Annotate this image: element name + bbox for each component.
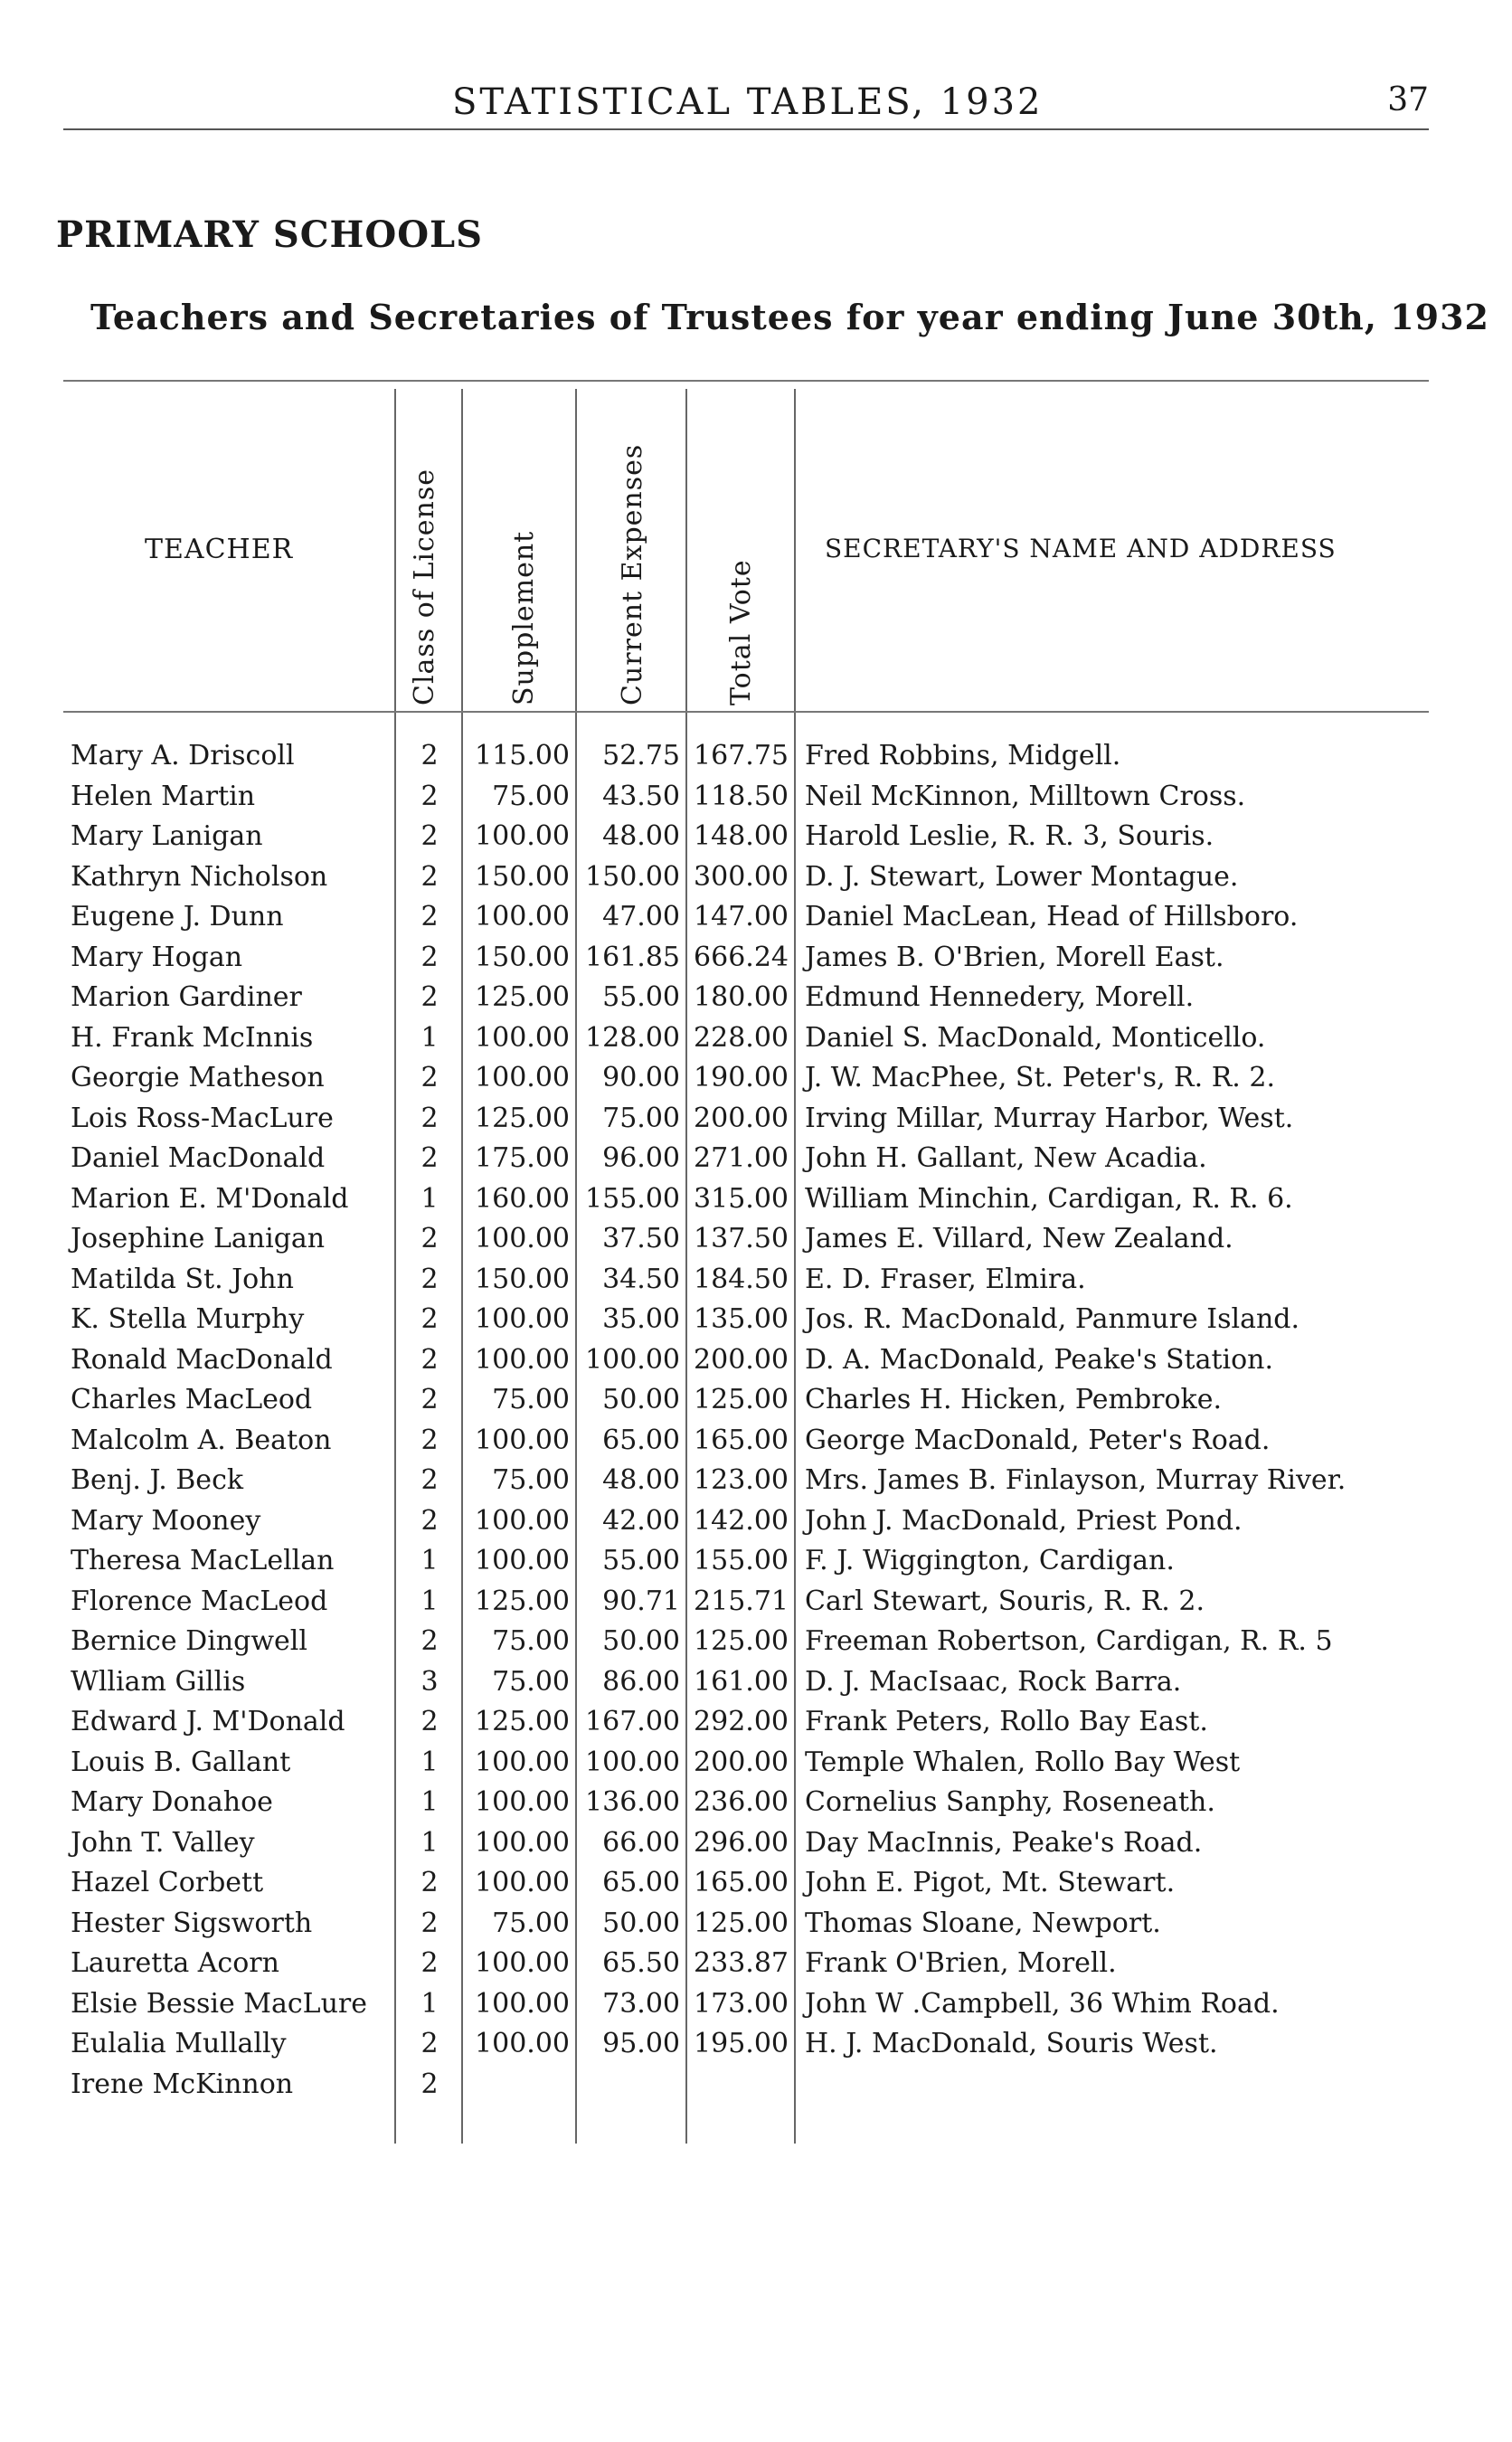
teacher-name: Eugene J. Dunn [71, 901, 284, 932]
teacher-name: Eulalia Mullally [71, 2028, 287, 2059]
current-expenses-amount: 35.00 [602, 1303, 680, 1335]
class-of-license: 2 [421, 1947, 439, 1979]
teacher-name: Edward J. M'Donald [71, 1706, 345, 1737]
current-expenses-amount: 150.00 [585, 860, 680, 893]
table-subtitle: Teachers and Secretaries of Trustees for year ending June 30th, 1932 [90, 297, 1489, 337]
total-vote-amount: 148.00 [694, 820, 789, 852]
teacher-name: Daniel MacDonald [71, 1142, 326, 1174]
class-of-license: 2 [421, 1223, 439, 1254]
class-of-license: 2 [421, 1867, 439, 1898]
table-row [0, 981, 1512, 1022]
class-of-license: 2 [421, 820, 439, 852]
total-vote-column-header: Total Vote [725, 559, 757, 705]
total-vote-amount: 296.00 [694, 1826, 789, 1859]
supplement-amount: 100.00 [475, 1223, 570, 1254]
teacher-name: Charles MacLeod [71, 1384, 313, 1415]
current-expenses-amount: 50.00 [602, 1907, 680, 1939]
current-expenses-amount: 90.71 [602, 1585, 680, 1617]
section-title: PRIMARY SCHOOLS [56, 213, 484, 256]
page-number: 37 [1387, 81, 1429, 118]
supplement-amount: 150.00 [475, 860, 570, 893]
total-vote-amount: 236.00 [694, 1786, 789, 1818]
supplement-amount: 75.00 [492, 1665, 570, 1698]
teacher-name: Malcolm A. Beaton [71, 1424, 332, 1456]
teacher-name: John T. Valley [71, 1826, 255, 1859]
table-row [0, 1384, 1512, 1424]
supplement-amount: 75.00 [492, 1384, 570, 1415]
teacher-name: Georgie Matheson [71, 1062, 325, 1093]
secretary-name-address: Frank O'Brien, Morell. [805, 1947, 1117, 1979]
supplement-amount: 100.00 [475, 2028, 570, 2059]
secretary-name-address: F. J. Wiggington, Cardigan. [805, 1545, 1175, 1576]
teacher-name: Kathryn Nicholson [71, 860, 328, 893]
class-of-license: 2 [421, 1102, 439, 1134]
table-top-rule [63, 380, 1429, 382]
supplement-amount: 125.00 [475, 1102, 570, 1134]
table-row [0, 1103, 1512, 1143]
secretary-name-address: John J. MacDonald, Priest Pond. [805, 1504, 1243, 1537]
table-row [0, 1022, 1512, 1063]
class-of-license: 2 [421, 860, 439, 893]
table-row [0, 781, 1512, 821]
secretary-name-address: Fred Robbins, Midgell. [805, 740, 1121, 771]
supplement-amount: 100.00 [475, 1545, 570, 1576]
total-vote-amount: 118.50 [694, 780, 789, 812]
table-row [0, 1464, 1512, 1505]
total-vote-amount: 165.00 [694, 1867, 789, 1898]
total-vote-amount: 200.00 [694, 1746, 789, 1778]
secretary-name-address: Daniel MacLean, Head of Hillsboro. [805, 901, 1299, 932]
table-row [0, 1706, 1512, 1746]
secretary-name-address: E. D. Fraser, Elmira. [805, 1263, 1086, 1295]
current-expenses-amount: 52.75 [602, 740, 680, 771]
teacher-column-header: TEACHER [145, 534, 294, 565]
teacher-name: Bernice Dingwell [71, 1625, 307, 1657]
table-row [0, 1545, 1512, 1585]
total-vote-amount: 190.00 [694, 1062, 789, 1093]
supplement-amount: 115.00 [475, 740, 570, 771]
table-row [0, 1223, 1512, 1264]
class-of-license: 2 [421, 1303, 439, 1335]
total-vote-amount: 125.00 [694, 1625, 789, 1657]
teacher-name: Marion E. M'Donald [71, 1182, 349, 1215]
teacher-name: Hazel Corbett [71, 1867, 264, 1898]
class-of-license: 2 [421, 1343, 439, 1376]
table-row [0, 861, 1512, 902]
secretary-name-address: Neil McKinnon, Milltown Cross. [805, 780, 1246, 812]
total-vote-amount: 123.00 [694, 1464, 789, 1496]
total-vote-amount: 173.00 [694, 1987, 789, 2020]
teacher-name: Mary Mooney [71, 1504, 261, 1537]
teacher-name: Louis B. Gallant [71, 1746, 291, 1778]
table-row [0, 1907, 1512, 1948]
current-expenses-amount: 100.00 [585, 1746, 680, 1778]
class-of-license-column-header: Class of License [409, 468, 440, 705]
current-expenses-amount: 73.00 [602, 1987, 680, 2020]
supplement-amount: 75.00 [492, 780, 570, 812]
class-of-license: 1 [421, 1182, 439, 1215]
supplement-amount: 100.00 [475, 1867, 570, 1898]
total-vote-amount: 180.00 [694, 981, 789, 1013]
current-expenses-amount: 136.00 [585, 1786, 680, 1818]
class-of-license: 2 [421, 1625, 439, 1657]
secretary-name-address: John H. Gallant, New Acadia. [805, 1142, 1207, 1174]
total-vote-amount: 184.50 [694, 1263, 789, 1295]
class-of-license: 1 [421, 1746, 439, 1778]
table-row [0, 1827, 1512, 1868]
supplement-amount: 160.00 [475, 1182, 570, 1215]
table-row [0, 1666, 1512, 1707]
table-row [0, 740, 1512, 781]
current-expenses-amount: 55.00 [602, 1545, 680, 1576]
class-of-license: 1 [421, 1545, 439, 1576]
class-of-license: 2 [421, 1062, 439, 1093]
class-of-license: 2 [421, 981, 439, 1013]
supplement-amount: 100.00 [475, 1947, 570, 1979]
current-expenses-amount: 65.00 [602, 1424, 680, 1456]
secretary-name-address: William Minchin, Cardigan, R. R. 6. [805, 1182, 1293, 1215]
teacher-name: Mary Lanigan [71, 820, 263, 852]
secretary-name-address: Daniel S. MacDonald, Monticello. [805, 1021, 1266, 1054]
supplement-column-header: Supplement [508, 530, 540, 705]
table-row [0, 1786, 1512, 1827]
supplement-amount: 150.00 [475, 941, 570, 973]
supplement-amount: 100.00 [475, 820, 570, 852]
supplement-amount: 75.00 [492, 1907, 570, 1939]
class-of-license: 2 [421, 1464, 439, 1496]
table-body [0, 740, 1512, 2108]
table-row [0, 1142, 1512, 1183]
table-row [0, 1947, 1512, 1988]
total-vote-amount: 215.71 [694, 1585, 789, 1617]
table-header-rule [63, 711, 1429, 713]
teacher-name: Helen Martin [71, 780, 256, 812]
teacher-name: Ronald MacDonald [71, 1343, 333, 1376]
table-row [0, 1505, 1512, 1546]
table-row [0, 1746, 1512, 1787]
teacher-name: Irene McKinnon [71, 2068, 294, 2100]
page-header [63, 81, 1429, 136]
teacher-name: Mary A. Driscoll [71, 740, 295, 771]
current-expenses-amount: 47.00 [602, 901, 680, 932]
current-expenses-amount: 65.50 [602, 1947, 680, 1979]
class-of-license: 1 [421, 1826, 439, 1859]
current-expenses-amount: 66.00 [602, 1826, 680, 1859]
table-row [0, 1988, 1512, 2029]
class-of-license: 2 [421, 1384, 439, 1415]
table-row [0, 1585, 1512, 1626]
class-of-license: 1 [421, 1786, 439, 1818]
secretary-name-address: Freeman Robertson, Cardigan, R. R. 5 [805, 1625, 1333, 1657]
class-of-license: 1 [421, 1021, 439, 1054]
class-of-license: 2 [421, 2068, 439, 2100]
supplement-amount: 100.00 [475, 1062, 570, 1093]
supplement-amount: 100.00 [475, 1343, 570, 1376]
class-of-license: 2 [421, 1907, 439, 1939]
supplement-amount: 100.00 [475, 1746, 570, 1778]
current-expenses-amount: 50.00 [602, 1625, 680, 1657]
class-of-license: 2 [421, 1504, 439, 1537]
total-vote-amount: 125.00 [694, 1907, 789, 1939]
total-vote-amount: 200.00 [694, 1102, 789, 1134]
total-vote-amount: 167.75 [694, 740, 789, 771]
table-row [0, 901, 1512, 942]
supplement-amount: 125.00 [475, 1706, 570, 1737]
current-expenses-amount: 37.50 [602, 1223, 680, 1254]
total-vote-amount: 233.87 [694, 1947, 789, 1979]
running-head: STATISTICAL TABLES, 1932 [452, 81, 1044, 123]
secretary-name-address: J. W. MacPhee, St. Peter's, R. R. 2. [805, 1062, 1276, 1093]
current-expenses-amount: 100.00 [585, 1343, 680, 1376]
teacher-name: Lauretta Acorn [71, 1947, 279, 1979]
teacher-name: Elsie Bessie MacLure [71, 1987, 367, 2020]
table-row [0, 820, 1512, 861]
table-row [0, 1303, 1512, 1344]
table-row [0, 1264, 1512, 1304]
supplement-amount: 100.00 [475, 1303, 570, 1335]
class-of-license: 2 [421, 1706, 439, 1737]
current-expenses-amount: 96.00 [602, 1142, 680, 1174]
secretary-name-address: Day MacInnis, Peake's Road. [805, 1826, 1203, 1859]
supplement-amount: 75.00 [492, 1625, 570, 1657]
supplement-amount: 100.00 [475, 1021, 570, 1054]
teacher-name: K. Stella Murphy [71, 1303, 305, 1335]
current-expenses-amount: 128.00 [585, 1021, 680, 1054]
class-of-license: 1 [421, 1987, 439, 2020]
table-row [0, 942, 1512, 982]
supplement-amount: 100.00 [475, 901, 570, 932]
current-expenses-amount: 167.00 [585, 1706, 680, 1737]
current-expenses-amount: 50.00 [602, 1384, 680, 1415]
secretary-name-address: Mrs. James B. Finlayson, Murray River. [805, 1464, 1347, 1496]
total-vote-amount: 200.00 [694, 1343, 789, 1376]
supplement-amount: 75.00 [492, 1464, 570, 1496]
secretary-column-header: SECRETARY'S NAME AND ADDRESS [825, 534, 1337, 563]
header-rule [63, 128, 1429, 130]
secretary-name-address: Frank Peters, Rollo Bay East. [805, 1706, 1208, 1737]
secretary-name-address: H. J. MacDonald, Souris West. [805, 2028, 1218, 2059]
secretary-name-address: D. J. Stewart, Lower Montague. [805, 860, 1239, 893]
secretary-name-address: Jos. R. MacDonald, Panmure Island. [805, 1303, 1300, 1335]
current-expenses-amount: 34.50 [602, 1263, 680, 1295]
total-vote-amount: 666.24 [694, 941, 789, 973]
current-expenses-amount: 48.00 [602, 1464, 680, 1496]
class-of-license: 2 [421, 1263, 439, 1295]
total-vote-amount: 195.00 [694, 2028, 789, 2059]
total-vote-amount: 228.00 [694, 1021, 789, 1054]
supplement-amount: 100.00 [475, 1826, 570, 1859]
secretary-name-address: Cornelius Sanphy, Roseneath. [805, 1786, 1215, 1818]
current-expenses-amount: 42.00 [602, 1504, 680, 1537]
teacher-name: Mary Hogan [71, 941, 243, 973]
total-vote-amount: 137.50 [694, 1223, 789, 1254]
teacher-name: Theresa MacLellan [71, 1545, 335, 1576]
teacher-name: Florence MacLeod [71, 1585, 328, 1617]
secretary-name-address: D. A. MacDonald, Peake's Station. [805, 1343, 1274, 1376]
total-vote-amount: 161.00 [694, 1665, 789, 1698]
total-vote-amount: 135.00 [694, 1303, 789, 1335]
class-of-license: 2 [421, 740, 439, 771]
teacher-name: Wlliam Gillis [71, 1665, 246, 1698]
secretary-name-address: D. J. MacIsaac, Rock Barra. [805, 1665, 1182, 1698]
total-vote-amount: 125.00 [694, 1384, 789, 1415]
total-vote-amount: 292.00 [694, 1706, 789, 1737]
class-of-license: 1 [421, 1585, 439, 1617]
total-vote-amount: 271.00 [694, 1142, 789, 1174]
table-row [0, 2068, 1512, 2109]
table-row [0, 1344, 1512, 1385]
secretary-name-address: Charles H. Hicken, Pembroke. [805, 1384, 1223, 1415]
class-of-license: 2 [421, 1424, 439, 1456]
teacher-name: Marion Gardiner [71, 981, 302, 1013]
secretary-name-address: John E. Pigot, Mt. Stewart. [805, 1867, 1176, 1898]
secretary-name-address: James B. O'Brien, Morell East. [805, 941, 1224, 973]
current-expenses-amount: 55.00 [602, 981, 680, 1013]
current-expenses-amount: 95.00 [602, 2028, 680, 2059]
supplement-amount: 100.00 [475, 1424, 570, 1456]
class-of-license: 2 [421, 941, 439, 973]
teacher-name: Hester Sigsworth [71, 1907, 313, 1939]
total-vote-amount: 155.00 [694, 1545, 789, 1576]
current-expenses-amount: 90.00 [602, 1062, 680, 1093]
current-expenses-column-header: Current Expenses [617, 443, 648, 705]
total-vote-amount: 315.00 [694, 1182, 789, 1215]
class-of-license: 2 [421, 901, 439, 932]
supplement-amount: 100.00 [475, 1987, 570, 2020]
current-expenses-amount: 65.00 [602, 1867, 680, 1898]
table-row [0, 1625, 1512, 1666]
supplement-amount: 125.00 [475, 1585, 570, 1617]
table-row [0, 1062, 1512, 1103]
total-vote-amount: 300.00 [694, 860, 789, 893]
supplement-amount: 150.00 [475, 1263, 570, 1295]
table-row [0, 2028, 1512, 2068]
total-vote-amount: 147.00 [694, 901, 789, 932]
total-vote-amount: 165.00 [694, 1424, 789, 1456]
secretary-name-address: Irving Millar, Murray Harbor, West. [805, 1102, 1294, 1134]
class-of-license: 2 [421, 2028, 439, 2059]
current-expenses-amount: 75.00 [602, 1102, 680, 1134]
secretary-name-address: Edmund Hennedery, Morell. [805, 981, 1195, 1013]
supplement-amount: 125.00 [475, 981, 570, 1013]
supplement-amount: 175.00 [475, 1142, 570, 1174]
secretary-name-address: John W .Campbell, 36 Whim Road. [805, 1987, 1280, 2020]
teacher-name: Matilda St. John [71, 1263, 294, 1295]
teacher-name: Benj. J. Beck [71, 1464, 244, 1496]
secretary-name-address: Harold Leslie, R. R. 3, Souris. [805, 820, 1214, 852]
secretary-name-address: Temple Whalen, Rollo Bay West [805, 1746, 1241, 1778]
teacher-name: H. Frank McInnis [71, 1021, 314, 1054]
supplement-amount: 100.00 [475, 1786, 570, 1818]
current-expenses-amount: 43.50 [602, 780, 680, 812]
teacher-name: Mary Donahoe [71, 1786, 273, 1818]
class-of-license: 2 [421, 1142, 439, 1174]
table-row [0, 1867, 1512, 1907]
secretary-name-address: Carl Stewart, Souris, R. R. 2. [805, 1585, 1205, 1617]
secretary-name-address: Thomas Sloane, Newport. [805, 1907, 1161, 1939]
secretary-name-address: James E. Villard, New Zealand. [805, 1223, 1233, 1254]
current-expenses-amount: 86.00 [602, 1665, 680, 1698]
teacher-name: Josephine Lanigan [71, 1223, 326, 1254]
table-row [0, 1183, 1512, 1224]
class-of-license: 2 [421, 780, 439, 812]
current-expenses-amount: 155.00 [585, 1182, 680, 1215]
secretary-name-address: George MacDonald, Peter's Road. [805, 1424, 1271, 1456]
current-expenses-amount: 161.85 [585, 941, 680, 973]
class-of-license: 3 [421, 1665, 439, 1698]
current-expenses-amount: 48.00 [602, 820, 680, 852]
supplement-amount: 100.00 [475, 1504, 570, 1537]
total-vote-amount: 142.00 [694, 1504, 789, 1537]
table-row [0, 1424, 1512, 1465]
teacher-name: Lois Ross-MacLure [71, 1102, 334, 1134]
